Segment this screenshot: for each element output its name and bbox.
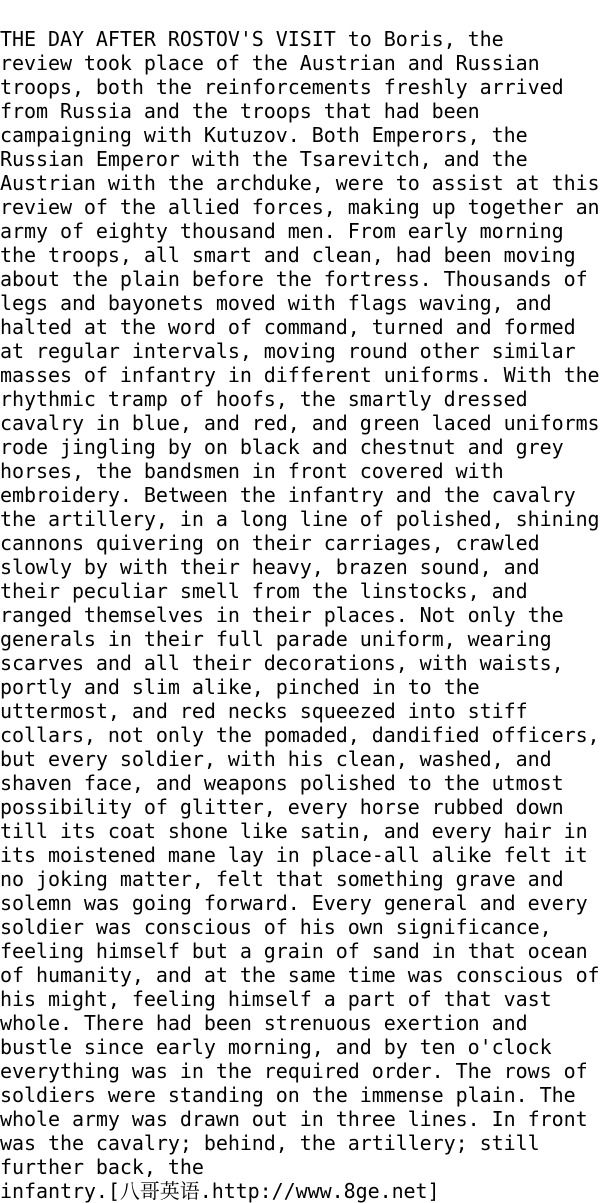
text-line: was the cavalry; behind, the artillery; still: [0, 1131, 540, 1155]
text-line: no joking matter, felt that something grave and: [0, 867, 564, 891]
text-line: embroidery. Between the infantry and the cavalry: [0, 483, 576, 507]
text-line: but every soldier, with his clean, washed, and: [0, 747, 552, 771]
text-line: uttermost, and red necks squeezed into stiff: [0, 699, 528, 723]
text-line: bustle since early morning, and by ten o'clock: [0, 1035, 552, 1059]
text-line: slowly by with their heavy, brazen sound, and: [0, 555, 540, 579]
text-line: legs and bayonets moved with flags waving, and: [0, 291, 552, 315]
text-line: shaven face, and weapons polished to the utmost: [0, 771, 564, 795]
text-line: solemn was going forward. Every general and every: [0, 891, 588, 915]
document-body: [0, 27, 600, 1203]
text-line: its moistened mane lay in place-all alike felt it: [0, 843, 588, 867]
text-line: review of the allied forces, making up together an: [0, 195, 600, 219]
text-line: whole. There had been strenuous exertion and: [0, 1011, 528, 1035]
text-line: halted at the word of command, turned and formed: [0, 315, 576, 339]
text-line: everything was in the required order. The rows of: [0, 1059, 588, 1083]
text-line: further back, the: [0, 1155, 204, 1179]
text-line: possibility of glitter, every horse rubbed down: [0, 795, 564, 819]
text-line: horses, the bandsmen in front covered with: [0, 459, 504, 483]
text-line: the troops, all smart and clean, had been moving: [0, 243, 576, 267]
text-line: Russian Emperor with the Tsarevitch, and the: [0, 147, 528, 171]
text-line: cannons quivering on their carriages, crawled: [0, 531, 540, 555]
text-line: till its coat shone like satin, and every hair in: [0, 819, 588, 843]
text-line: scarves and all their decorations, with waists,: [0, 651, 564, 675]
text-line: at regular intervals, moving round other similar: [0, 339, 576, 363]
text-line: troops, both the reinforcements freshly arrived: [0, 75, 564, 99]
text-line: cavalry in blue, and red, and green laced uniforms: [0, 411, 600, 435]
text-line: Austrian with the archduke, were to assist at this: [0, 171, 600, 195]
text-line: THE DAY AFTER ROSTOV'S VISIT to Boris, the: [0, 27, 504, 51]
text-line-source-link: infantry.[八哥英语.http://www.8ge.net]: [0, 1179, 440, 1203]
text-line: feeling himself but a grain of sand in that ocean: [0, 939, 588, 963]
text-line: rhythmic tramp of hoofs, the smartly dressed: [0, 387, 528, 411]
text-line: from Russia and the troops that had been: [0, 99, 480, 123]
text-line: about the plain before the fortress. Thousands of: [0, 267, 588, 291]
text-line: masses of infantry in different uniforms. With the: [0, 363, 600, 387]
text-line: soldiers were standing on the immense plain. The: [0, 1083, 576, 1107]
text-line: generals in their full parade uniform, wearing: [0, 627, 552, 651]
text-line: rode jingling by on black and chestnut and grey: [0, 435, 564, 459]
text-line: their peculiar smell from the linstocks, and: [0, 579, 528, 603]
text-line: army of eighty thousand men. From early morning: [0, 219, 564, 243]
text-line: portly and slim alike, pinched in to the: [0, 675, 480, 699]
text-line: of humanity, and at the same time was conscious of: [0, 963, 600, 987]
text-line: ranged themselves in their places. Not only the: [0, 603, 564, 627]
text-line: collars, not only the pomaded, dandified officers,: [0, 723, 600, 747]
text-line: the artillery, in a long line of polished, shining: [0, 507, 600, 531]
text-line: his might, feeling himself a part of that vast: [0, 987, 552, 1011]
text-line: campaigning with Kutuzov. Both Emperors, the: [0, 123, 528, 147]
text-line: review took place of the Austrian and Russian: [0, 51, 540, 75]
text-line: soldier was conscious of his own significance,: [0, 915, 552, 939]
text-line: whole army was drawn out in three lines. In front: [0, 1107, 588, 1131]
